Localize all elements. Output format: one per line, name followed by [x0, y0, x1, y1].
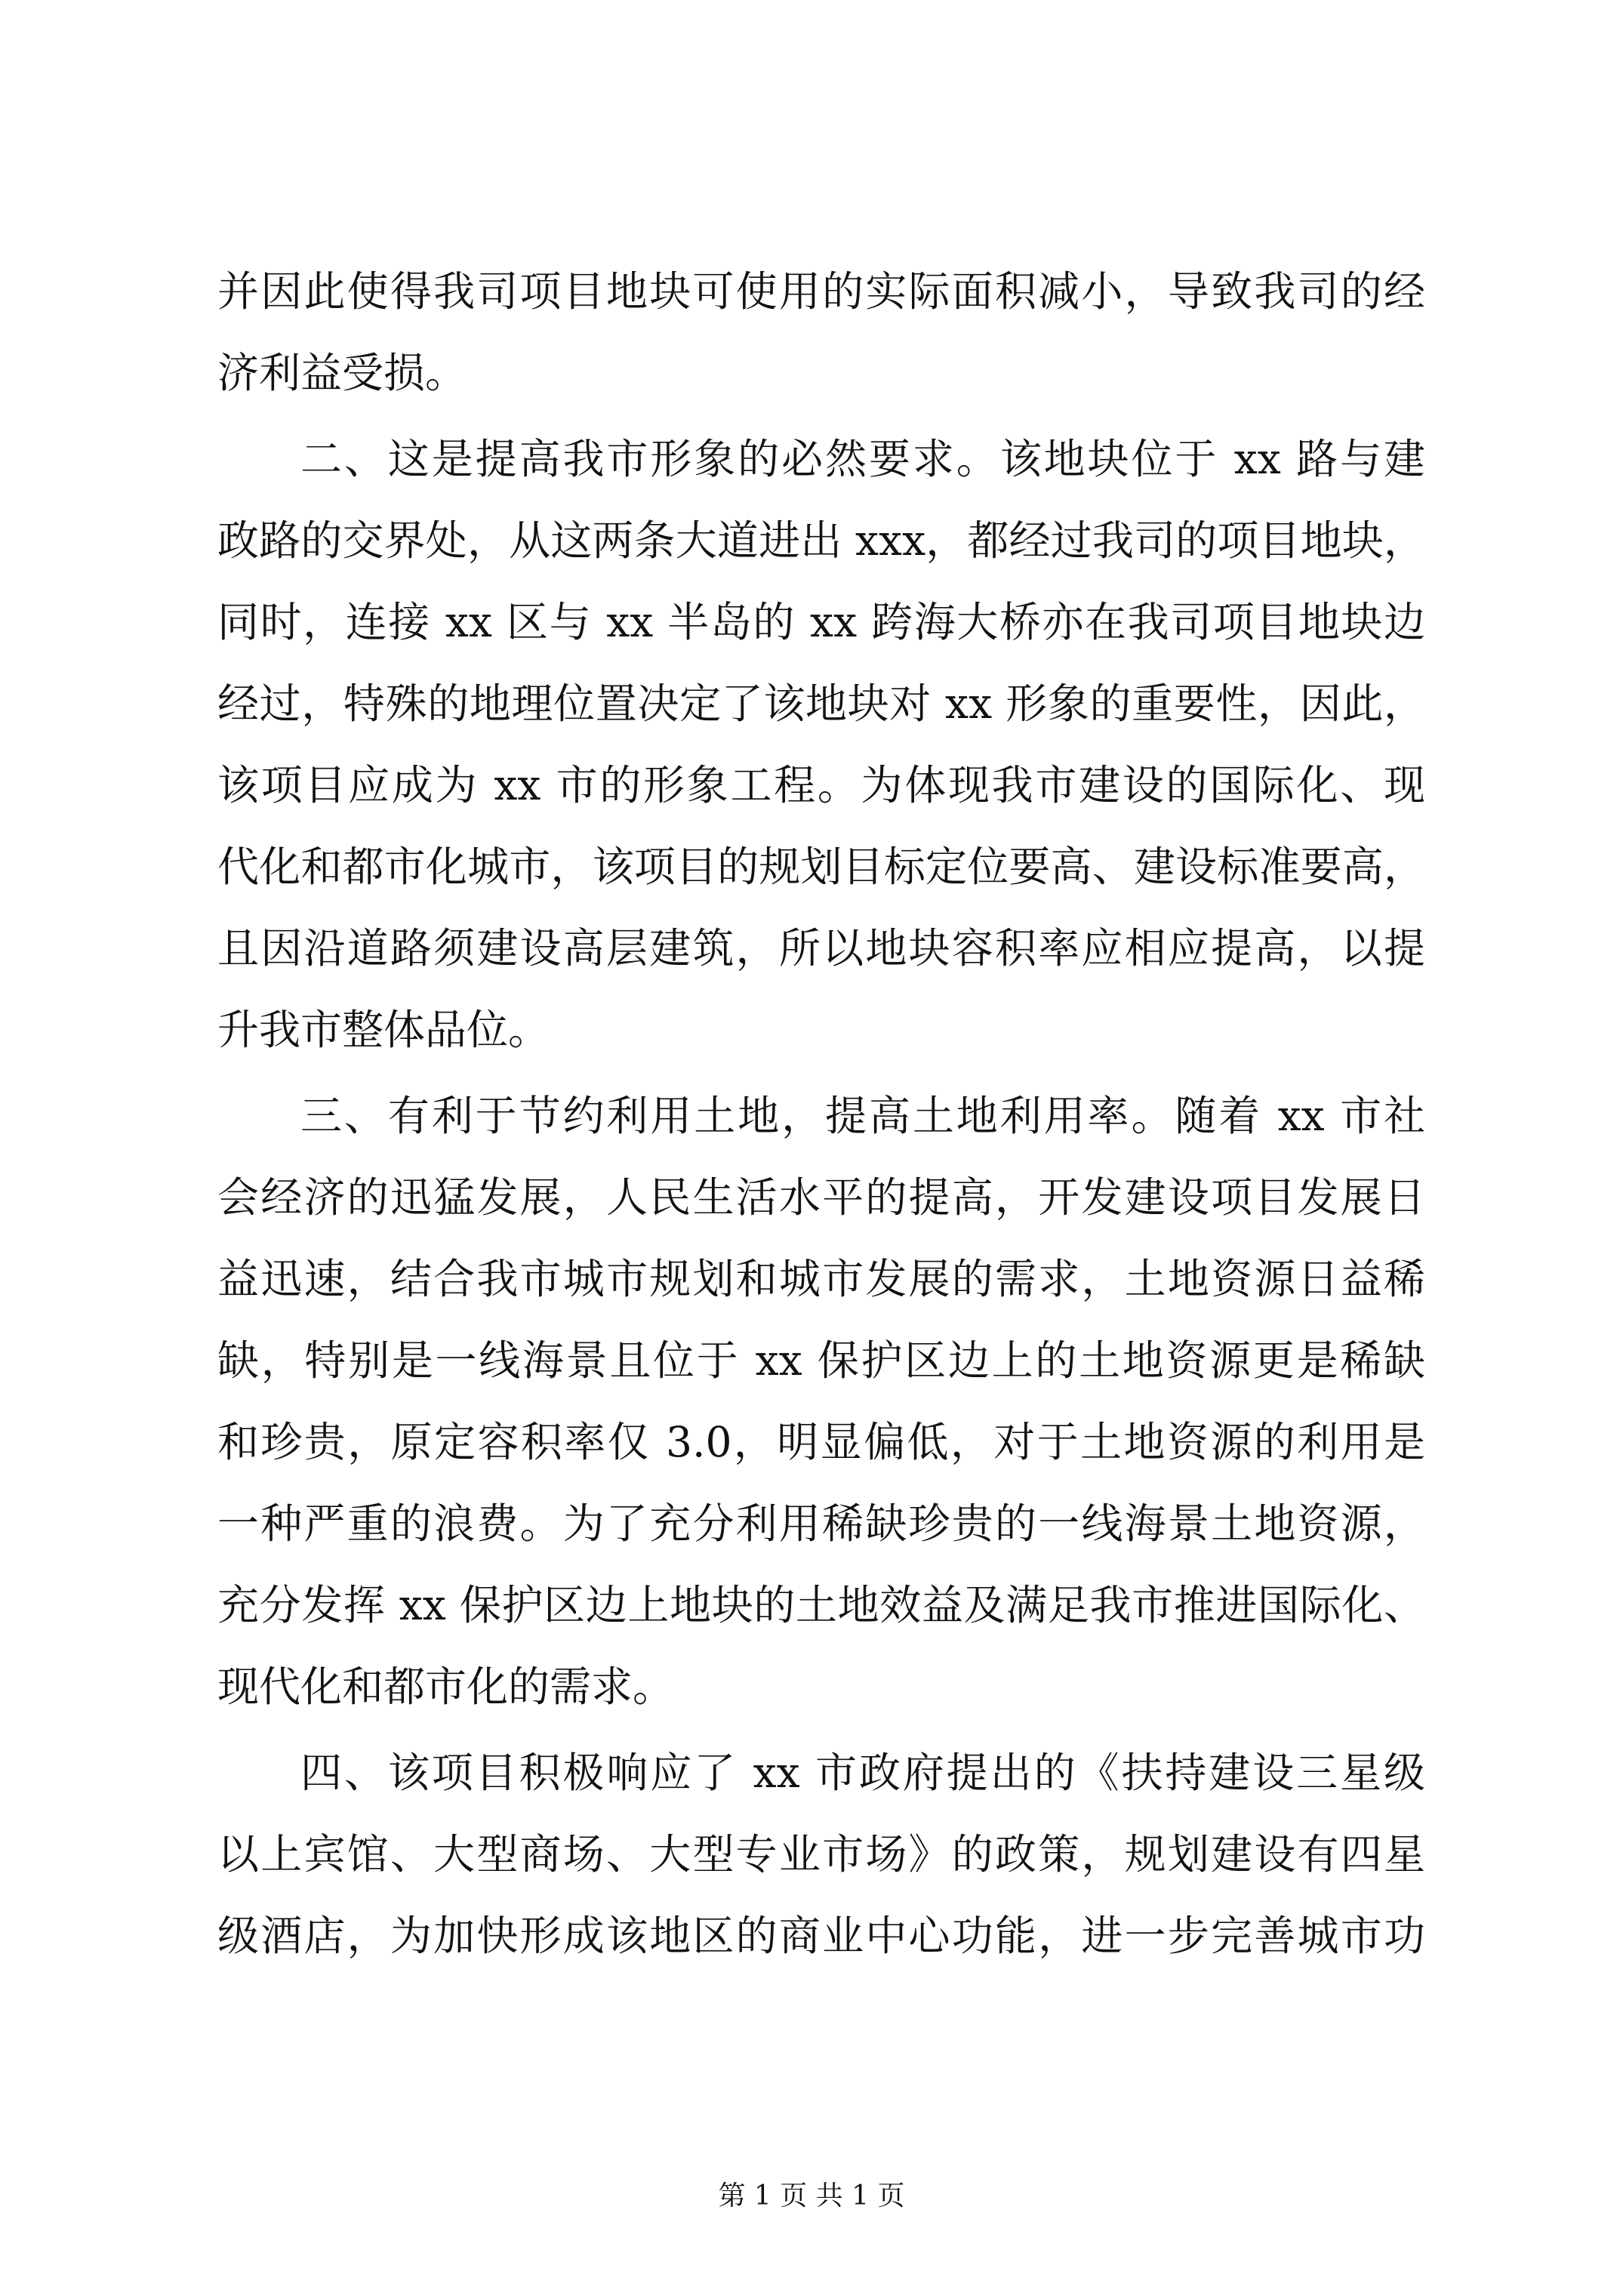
text-line: 四、该项目积极响应了 xx 市政府提出的《扶持建设三星级 [300, 1749, 1425, 1797]
text-line: 会经济的迅猛发展，人民生活水平的提高，开发建设项目发展日 [217, 1173, 1425, 1222]
text-line: 济利益受损。 [217, 349, 467, 397]
text-line: 缺，特别是一线海景且位于 xx 保护区边上的土地资源更是稀缺 [217, 1336, 1425, 1385]
page-footer: 第 1 页 共 1 页 [718, 2180, 905, 2211]
text-line: 充分发挥 xx 保护区边上地块的土地效益及满足我市推进国际化、 [217, 1581, 1425, 1629]
text-line: 现代化和都市化的需求。 [217, 1663, 675, 1711]
text-line: 二、这是提高我市形象的必然要求。该地块位于 xx 路与建 [300, 435, 1425, 483]
text-line: 级酒店，为加快形成该地区的商业中心功能，进一步完善城市功 [217, 1912, 1425, 1960]
text-line: 经过，特殊的地理位置决定了该地块对 xx 形象的重要性，因此， [217, 680, 1425, 728]
text-line: 同时，连接 xx 区与 xx 半岛的 xx 跨海大桥亦在我司项目地块边 [217, 598, 1425, 646]
text-line: 代化和都市化城市，该项目的规划目标定位要高、建设标准要高， [217, 843, 1425, 891]
text-line: 益迅速，结合我市城市规划和城市发展的需求，土地资源日益稀 [217, 1255, 1425, 1303]
text-line: 以上宾馆、大型商场、大型专业市场》的政策，规划建设有四星 [217, 1830, 1425, 1878]
text-line: 该项目应成为 xx 市的形象工程。为体现我市建设的国际化、现 [217, 761, 1425, 809]
text-line: 一种严重的浪费。为了充分利用稀缺珍贵的一线海景土地资源， [217, 1499, 1425, 1548]
text-line: 和珍贵，原定容积率仅 3.0，明显偏低，对于土地资源的利用是 [217, 1418, 1425, 1466]
text-line: 且因沿道路须建设高层建筑，所以地块容积率应相应提高，以提 [217, 924, 1425, 972]
text-line: 升我市整体品位。 [217, 1006, 550, 1054]
text-line: 三、有利于节约利用土地，提高土地利用率。随着 xx 市社 [300, 1092, 1425, 1140]
text-line: 并因此使得我司项目地块可使用的实际面积减小，导致我司的经 [217, 267, 1425, 316]
text-line: 政路的交界处，从这两条大道进出 xxx，都经过我司的项目地块， [217, 516, 1425, 565]
